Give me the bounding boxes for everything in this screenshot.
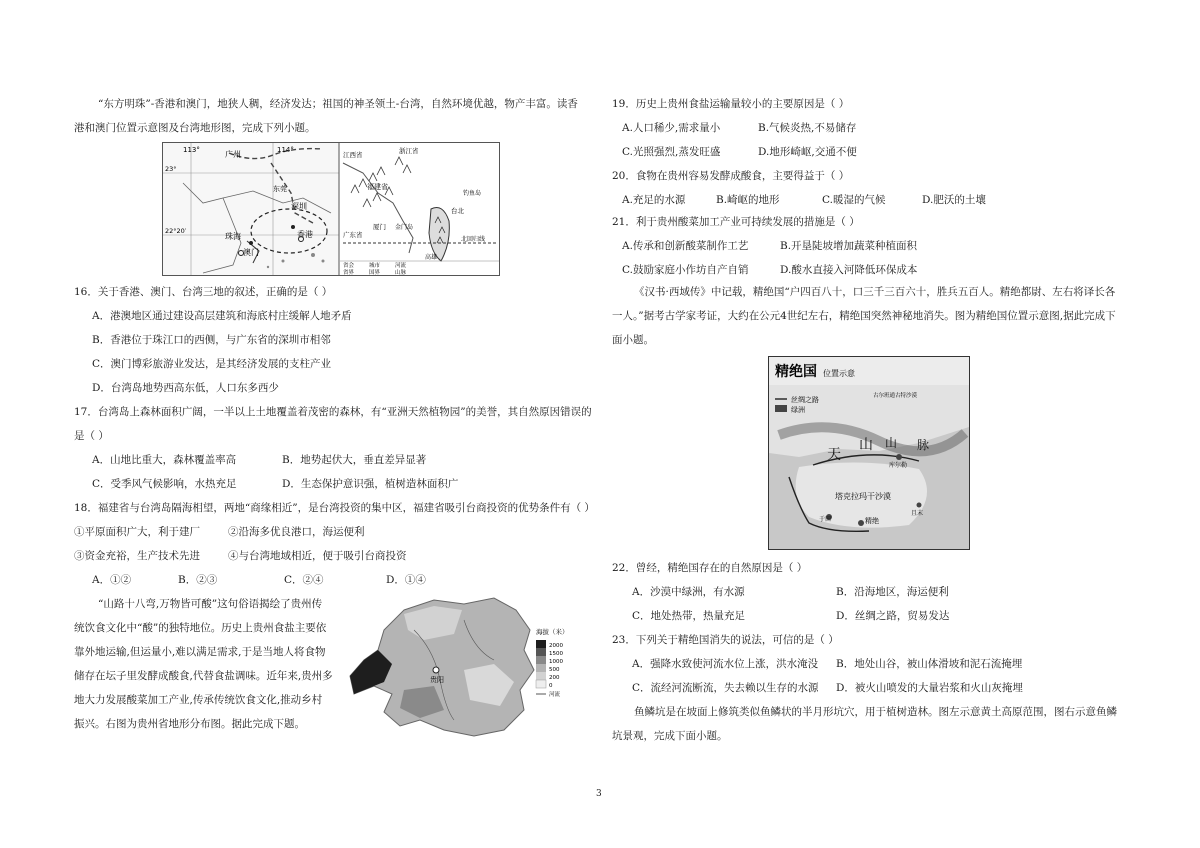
hk-taiwan-map bbox=[162, 142, 500, 276]
legend-river: 河流 bbox=[395, 263, 407, 269]
q21-option-a[interactable]: A.传承和创新酸菜制作工艺 bbox=[622, 240, 749, 252]
label-jiangxi: 江西省 bbox=[343, 151, 363, 159]
legend-city: 城市 bbox=[369, 263, 381, 269]
jj-map-subtitle: 位置示意 bbox=[823, 369, 855, 378]
gz-legend-river: 河流 bbox=[549, 692, 561, 698]
q21-option-c[interactable]: C.鼓励家庭小作坊自产自销 bbox=[622, 264, 749, 276]
q21-option-b[interactable]: B.开垦陡坡增加蔬菜种植面积 bbox=[780, 240, 918, 252]
intro4-line1: 鱼鳞坑是在坡面上修筑类似鱼鳞状的半月形坑穴，用于植树造林。图左示意黄土高原范围，图右示意鱼鳞 bbox=[634, 706, 1117, 718]
gz-legend-1000: 1000 bbox=[549, 659, 563, 665]
jj-legend-silkroad: 丝绸之路 bbox=[791, 396, 819, 404]
label-guangzhou: 广州 bbox=[225, 150, 241, 159]
page-number: 3 bbox=[596, 789, 602, 799]
q18-option-b[interactable]: B．②③ bbox=[178, 574, 218, 586]
q20-option-c[interactable]: C.暖湿的气候 bbox=[822, 194, 886, 206]
label-diaoyu: 钓鱼岛 bbox=[463, 190, 482, 197]
gz-legend-title: 海拔（米） bbox=[536, 628, 569, 636]
gz-legend-200: 200 bbox=[549, 675, 560, 681]
label-guangdong: 广东省 bbox=[343, 231, 363, 239]
q21-stem: 21．利于贵州酸菜加工产业可持续发展的措施是（ ） bbox=[612, 216, 860, 228]
legend-mountain: 山脉 bbox=[395, 270, 407, 275]
label-113: 113° bbox=[183, 146, 200, 154]
q20-option-d[interactable]: D.肥沃的土壤 bbox=[922, 194, 986, 206]
q19-option-b[interactable]: B.气候炎热,不易储存 bbox=[758, 122, 857, 134]
intro2-line6: 振兴。右图为贵州省地形分布图。据此完成下题。 bbox=[74, 718, 305, 730]
q17-stem-line2: 是（ ） bbox=[74, 430, 109, 442]
q18-option-a[interactable]: A．①② bbox=[92, 574, 132, 586]
jj-label-shan2: 山 bbox=[885, 436, 898, 450]
q23-option-d[interactable]: D．被火山喷发的大量岩浆和火山灰掩埋 bbox=[836, 682, 1023, 694]
gz-city-guiyang: 贵阳 bbox=[430, 676, 444, 684]
q18-item-3: ③资金充裕，生产技术先进 bbox=[74, 550, 200, 562]
legend-border: 国界 bbox=[369, 270, 381, 275]
label-zhejiang: 浙江省 bbox=[399, 147, 419, 155]
q23-option-a[interactable]: A．强降水致使河流水位上涨，洪水淹没 bbox=[632, 658, 819, 670]
label-shenzhen: 深圳 bbox=[291, 202, 307, 211]
jj-label-qiemo: 且末 bbox=[911, 510, 924, 517]
q22-stem: 22．曾经，精绝国存在的自然原因是（ ） bbox=[612, 562, 808, 574]
q18-item-4: ④与台湾地域相近，便于吸引台商投资 bbox=[228, 550, 407, 562]
jj-legend-oasis: 绿洲 bbox=[791, 406, 805, 414]
q22-option-c[interactable]: C．地处热带，热量充足 bbox=[632, 610, 746, 622]
q22-option-b[interactable]: B．沿海地区，海运便利 bbox=[836, 586, 949, 598]
q23-option-c[interactable]: C．流经河流断流，失去赖以生存的水源 bbox=[632, 682, 819, 694]
jj-label-kuerle: 库尔勒 bbox=[889, 462, 908, 469]
label-gaoxiong: 高雄 bbox=[425, 254, 438, 261]
label-macau: 澳门 bbox=[243, 248, 259, 257]
jj-label-shan1: 山 bbox=[859, 437, 873, 453]
label-hongkong: 香港 bbox=[297, 230, 313, 239]
label-dongguan: 东莞 bbox=[273, 185, 287, 193]
q20-option-a[interactable]: A.充足的水源 bbox=[622, 194, 686, 206]
label-2220: 22°20′ bbox=[165, 227, 187, 235]
q17-stem-line1: 17．台湾岛上森林面积广阔，一半以上土地覆盖着茂密的森林，有“亚洲天然植物园”的美誉，其自然原因错误的 bbox=[74, 406, 592, 418]
q18-item-1: ①平原面积广大，利于建厂 bbox=[74, 526, 200, 538]
q17-option-d[interactable]: D．生态保护意识强，植树造林面积广 bbox=[282, 478, 459, 490]
q19-option-c[interactable]: C.光照强烈,蒸发旺盛 bbox=[622, 146, 721, 158]
intro1-line1: “东方明珠”-香港和澳门，地狭人稠，经济发达；祖国的神圣领土-台湾，自然环境优越，物产丰富。读香 bbox=[98, 98, 578, 110]
intro1-line2: 港和澳门位置示意图及台湾地形图，完成下列小题。 bbox=[74, 122, 316, 134]
gz-legend-1500: 1500 bbox=[549, 651, 563, 657]
jj-label-yutian: 于田 bbox=[819, 516, 832, 523]
q21-option-d[interactable]: D.酸水直接入河降低环保成本 bbox=[780, 264, 918, 276]
gz-legend-0: 0 bbox=[549, 683, 553, 689]
q20-option-b[interactable]: B.崎岖的地形 bbox=[716, 194, 780, 206]
label-taibei: 台北 bbox=[451, 207, 464, 215]
jj-label-gurbantunggut: 古尔班通古特沙漠 bbox=[873, 393, 918, 399]
intro2-line5: 地大力发展酸菜加工产业,传承传统饮食文化,推动乡村 bbox=[74, 694, 323, 706]
intro3-line2: 一人。”据考古学家考证，大约在公元4世纪左右，精绝国突然神秘地消失。图为精绝国位置示意图,据此完成下 bbox=[612, 310, 1116, 322]
intro2-line1: “山路十八弯,万物皆可酸”这句俗语揭绘了贵州传 bbox=[98, 598, 323, 610]
jj-label-mai: 脉 bbox=[917, 438, 930, 452]
guizhou-terrain-map bbox=[344, 590, 576, 742]
q17-option-c[interactable]: C．受季风气候影响，水热充足 bbox=[92, 478, 237, 490]
gz-legend-2000: 2000 bbox=[549, 643, 563, 649]
q16-option-a[interactable]: A．港澳地区通过建设高层建筑和海底村庄缓解人地矛盾 bbox=[92, 310, 352, 322]
intro3-line3: 面小题。 bbox=[612, 334, 654, 346]
jj-label-taklamakan: 塔克拉玛干沙漠 bbox=[835, 492, 891, 501]
intro2-line2: 统饮食文化中“酸”的独特地位。历史上贵州食盐主要依 bbox=[74, 622, 327, 634]
label-jinmen: 金门岛 bbox=[395, 224, 414, 231]
q18-stem: 18．福建省与台湾岛隔海相望，两地“商缘相近”，是台湾投资的集中区，福建省吸引台商投资的优势条件有（ ） bbox=[74, 502, 595, 514]
q16-option-d[interactable]: D．台湾岛地势西高东低，人口东多西少 bbox=[92, 382, 279, 394]
intro3-line1: 《汉书·西域传》中记载，精绝国“户四百八十，口三千三百六十，胜兵五百人。精绝都尉、左右将译长各 bbox=[634, 286, 1116, 298]
label-fujian: 福建省 bbox=[367, 183, 388, 191]
label-zhuhai: 珠海 bbox=[225, 232, 241, 241]
label-xiamen: 厦门 bbox=[373, 223, 386, 231]
jj-label-tian: 天 bbox=[827, 447, 841, 463]
q17-option-a[interactable]: A．山地比重大，森林覆盖率高 bbox=[92, 454, 237, 466]
legend-province: 省界 bbox=[343, 270, 355, 275]
label-tropic: 北回归线 bbox=[461, 236, 486, 243]
label-23: 23° bbox=[165, 165, 177, 173]
q22-option-d[interactable]: D．丝绸之路，贸易发达 bbox=[836, 610, 950, 622]
q23-stem: 23．下列关于精绝国消失的说法，可信的是（ ） bbox=[612, 634, 839, 646]
jj-label-jingjue: 精绝 bbox=[865, 517, 879, 525]
label-114: 114° bbox=[277, 146, 294, 154]
q19-stem: 19．历史上贵州食盐运输量较小的主要原因是（ ） bbox=[612, 98, 850, 110]
intro2-line3: 靠外地运输,但运量小,难以满足需求,于是当地人将食物 bbox=[74, 646, 326, 658]
q16-stem: 16．关于香港、澳门、台湾三地的叙述，正确的是（ ） bbox=[74, 286, 333, 298]
intro2-line4: 储存在坛子里发酵成酸食,代替食盐调味。近年来,贵州多 bbox=[74, 670, 333, 682]
jingjue-location-map bbox=[768, 356, 970, 550]
q18-option-c[interactable]: C．②④ bbox=[284, 574, 324, 586]
q16-option-c[interactable]: C．澳门博彩旅游业发达，是其经济发展的支柱产业 bbox=[92, 358, 332, 370]
q19-option-d[interactable]: D.地形崎岖,交通不便 bbox=[758, 146, 857, 158]
intro4-line2: 坑景观，完成下面小题。 bbox=[612, 730, 728, 742]
q20-stem: 20．食物在贵州容易发酵成酸食，主要得益于（ ） bbox=[612, 170, 850, 182]
gz-legend-500: 500 bbox=[549, 667, 560, 673]
q18-option-d[interactable]: D．①④ bbox=[386, 574, 426, 586]
q16-option-b[interactable]: B．香港位于珠江口的西侧，与广东省的深圳市相邻 bbox=[92, 334, 331, 346]
jj-map-title: 精绝国 bbox=[775, 364, 817, 380]
q17-option-b[interactable]: B．地势起伏大，垂直差异显著 bbox=[282, 454, 427, 466]
q23-option-b[interactable]: B．地处山谷，被山体滑坡和泥石流掩埋 bbox=[836, 658, 1023, 670]
q19-option-a[interactable]: A.人口稀少,需求量小 bbox=[622, 122, 721, 134]
q22-option-a[interactable]: A．沙漠中绿洲，有水源 bbox=[632, 586, 745, 598]
legend-capital: 省会 bbox=[343, 263, 355, 269]
q18-item-2: ②沿海多优良港口，海运便利 bbox=[228, 526, 365, 538]
